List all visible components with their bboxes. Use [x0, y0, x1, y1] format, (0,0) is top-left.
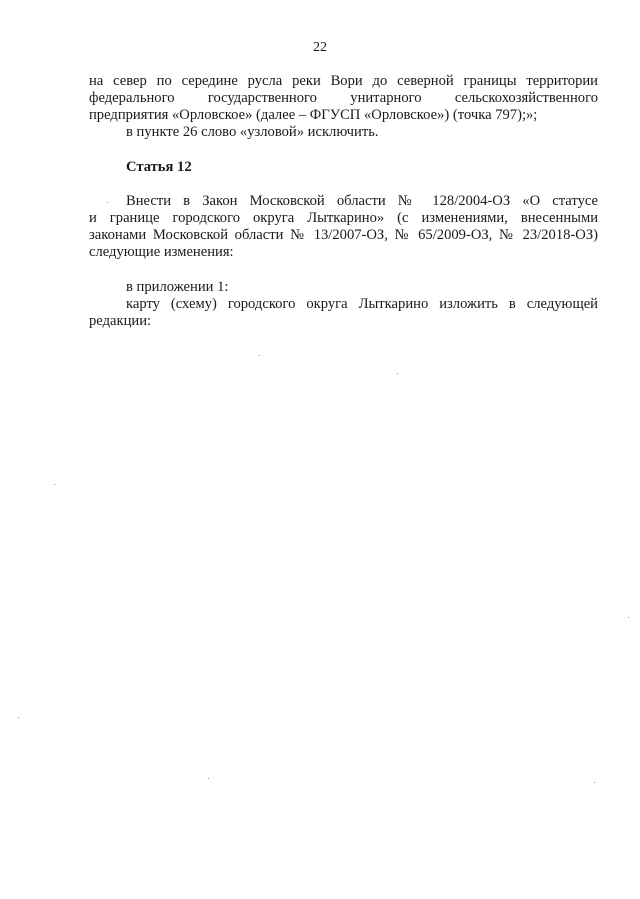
scan-speck — [208, 778, 209, 779]
paragraph-map-replacement — [89, 296, 598, 330]
paragraph-appendix-1 — [89, 279, 598, 296]
paragraph-line: в приложении 1: — [126, 279, 229, 295]
paragraph-amendment-intro — [89, 193, 598, 261]
article-heading-block — [89, 159, 598, 176]
paragraph-line: предприятия «Орловское» (далее – ФГУСП «Орловское») (точка 797);»; — [89, 107, 538, 123]
scan-speck — [397, 373, 398, 374]
scan-speck — [259, 355, 260, 356]
page-number: 22 — [313, 40, 327, 55]
scan-speck — [54, 484, 55, 485]
paragraph-line: Внести в Закон Московской области № 128/2004-ОЗ «О статусе — [126, 193, 598, 209]
scan-speck — [628, 617, 629, 618]
paragraph-line: карту (схему) городского округа Лыткарино изложить в следующей — [126, 296, 598, 312]
scan-speck — [107, 202, 108, 203]
paragraph-route-description — [89, 73, 598, 124]
paragraph-line: законами Московской области № 13/2007-ОЗ, № 65/2009-ОЗ, № 23/2018-ОЗ) — [89, 227, 598, 243]
scan-speck — [18, 717, 19, 718]
paragraph-line: и границе городского округа Лыткарино» (с изменениями, внесенными — [89, 210, 598, 226]
paragraph-line: на север по середине русла реки Вори до северной границы территории — [89, 73, 598, 89]
paragraph-line: следующие изменения: — [89, 244, 234, 260]
article-heading: Статья 12 — [126, 159, 192, 175]
paragraph-point-26 — [89, 124, 598, 141]
scan-speck — [594, 782, 595, 783]
paragraph-line: редакции: — [89, 313, 152, 329]
paragraph-line: федерального государственного унитарного сельскохозяйственного — [89, 90, 598, 106]
paragraph-line: в пункте 26 слово «узловой» исключить. — [126, 124, 379, 140]
